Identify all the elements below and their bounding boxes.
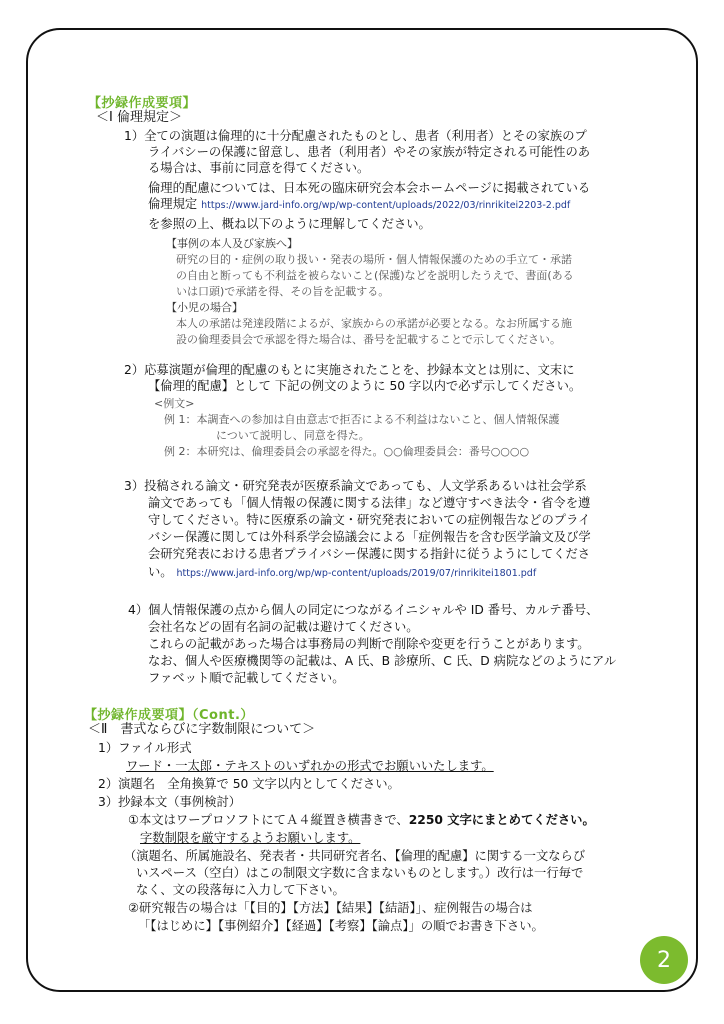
format-p1-line1	[128, 812, 595, 828]
section2-subheading: ＜Ⅱ 書式ならびに字数制限について＞	[88, 722, 316, 737]
format-item1-title: 1）ファイル形式	[98, 741, 192, 755]
item2-line2: 【倫理的配慮】として 下記の例文のように 50 字以内で必ず示してください。	[148, 379, 582, 393]
format-p2-line2: 「【はじめに】【事例紹介】【経過】【考察】【論点】」の順でお書き下さい。	[138, 919, 544, 933]
format-item2: 2）演題名 全角換算で 50 文字以内としてください。	[98, 777, 400, 791]
format-p1-line2: 字数制限を厳守するようお願いします。	[140, 831, 361, 845]
char-limit-emphasis: 2250 文字にまとめてください。	[408, 813, 595, 827]
example1-line2: について説明し、同意を得た。	[216, 429, 370, 442]
item3-line1: 3）投稿される論文・研究発表が医療系論文であっても、人文学系あるいは社会学系	[124, 479, 587, 493]
item1-line6: を参照の上、概ね以下のように理解してください。	[148, 217, 431, 231]
format-item1-body: ワード・一太郎・テキストのいずれかの形式でお願いいたします。	[126, 759, 494, 773]
privacy-guideline-link[interactable]: https://www.jard-info.org/wp/wp-content/uploads/2019/07/rinrikitei1801.pdf	[176, 568, 537, 579]
example2: 例 2：本研究は、倫理委員会の承認を得た。○○倫理委員会：番号○○○○	[164, 445, 530, 458]
section2-heading: 【抄録作成要項】（Cont.）	[84, 708, 254, 723]
item3-line3: 守してください。特に医療系の論文・研究発表においての症例報告などのプライ	[148, 513, 591, 527]
case1-line3: いは口頭)で承諾を得、その旨を記載する。	[176, 285, 390, 298]
item3-line6	[148, 564, 536, 582]
item4-line1: 4）個人情報保護の点から個人の同定につながるイニシャルや ID 番号、カルテ番号、	[128, 603, 599, 617]
item4-line5: ファベット順で記載してください。	[148, 671, 345, 685]
section1-subheading: ＜Ⅰ 倫理規定＞	[96, 110, 182, 125]
format-p1-line5: なく、文の段落毎に入力して下さい。	[136, 883, 345, 897]
case2-title: 【小児の場合】	[166, 301, 243, 314]
page-number-badge: 2	[640, 936, 688, 984]
ethics-rule-link[interactable]: https://www.jard-info.org/wp/wp-content/uploads/2022/03/rinrikitei2203-2.pdf	[201, 200, 571, 211]
item3-line6-text: い。	[148, 565, 173, 579]
example-title: <例文>	[154, 397, 195, 410]
case1-title: 【事例の本人及び家族へ】	[166, 237, 298, 250]
item4-line3: これらの記載があった場合は事務局の判断で削除や変更を行うことがあります。	[148, 637, 590, 651]
case1-line2: の自由と断っても不利益を被らないこと(保護)などを説明したうえで、書面(ある	[176, 269, 574, 282]
item1-line4: 倫理的配慮については、日本死の臨床研究会本会ホームページに掲載されている	[148, 181, 591, 195]
case1-line1: 研究の目的・症例の取り扱い・発表の場所・個人情報保護のための手立て・承諾	[176, 253, 572, 266]
item1-line3: る場合は、事前に同意を得てください。	[148, 161, 370, 175]
item4-line4: なお、個人や医療機関等の記載は、A 氏、B 診療所、C 氏、D 病院などのようにアル	[148, 654, 617, 668]
format-p2-line1: ②研究報告の場合は「【目的】【方法】【結果】【結語】」、症例報告の場合は	[128, 901, 533, 915]
item1-line1: 1）全ての演題は倫理的に十分配慮されたものとし、患者（利用者）とその家族のプ	[124, 129, 587, 143]
ethics-rule-label: 倫理規定	[148, 197, 198, 211]
format-item3-title: 3）抄録本文（事例検討）	[98, 795, 242, 809]
item1-line2: ライバシーの保護に留意し、患者（利用者）やその家族が特定される可能性のあ	[148, 145, 591, 159]
item3-line4: バシー保護に関しては外科系学会協議会による「症例報告を含む医学論文及び学	[148, 530, 591, 544]
item4-line2: 会社名などの固有名詞の記載は避けてください。	[148, 620, 419, 634]
example1-line1: 例 1：本調査への参加は自由意志で拒否による不利益はないこと、個人情報保護	[164, 413, 560, 426]
item3-line5: 会研究発表における患者プライバシー保護に関する指針に従うようにしてくださ	[148, 547, 591, 561]
format-p1-line3: （演題名、所属施設名、発表者・共同研究者名、【倫理的配慮】に関する一文ならび	[124, 849, 586, 863]
format-p1-text: ①本文はワープロソフトにてＡ４縦置き横書きで、	[128, 813, 409, 827]
item2-line1: 2）応募演題が倫理的配慮のもとに実施されたことを、抄録本文とは別に、文末に	[124, 363, 575, 377]
case2-line2: 設の倫理委員会で承認を得た場合は、番号を記載することで示してください。	[176, 333, 561, 346]
case2-line1: 本人の承諾は発達段階によるが、家族からの承諾が必要となる。なお所属する施	[176, 317, 572, 330]
item1-line5	[148, 196, 570, 214]
section1-heading: 【抄録作成要項】	[88, 96, 197, 111]
item3-line2: 論文であっても「個人情報の保護に関する法律」など遵守すべき法令・省令を遵	[148, 496, 591, 510]
format-p1-line4: いスペース（空白）はこの制限文字数に含まないものとします。）改行は一行毎で	[136, 866, 584, 880]
